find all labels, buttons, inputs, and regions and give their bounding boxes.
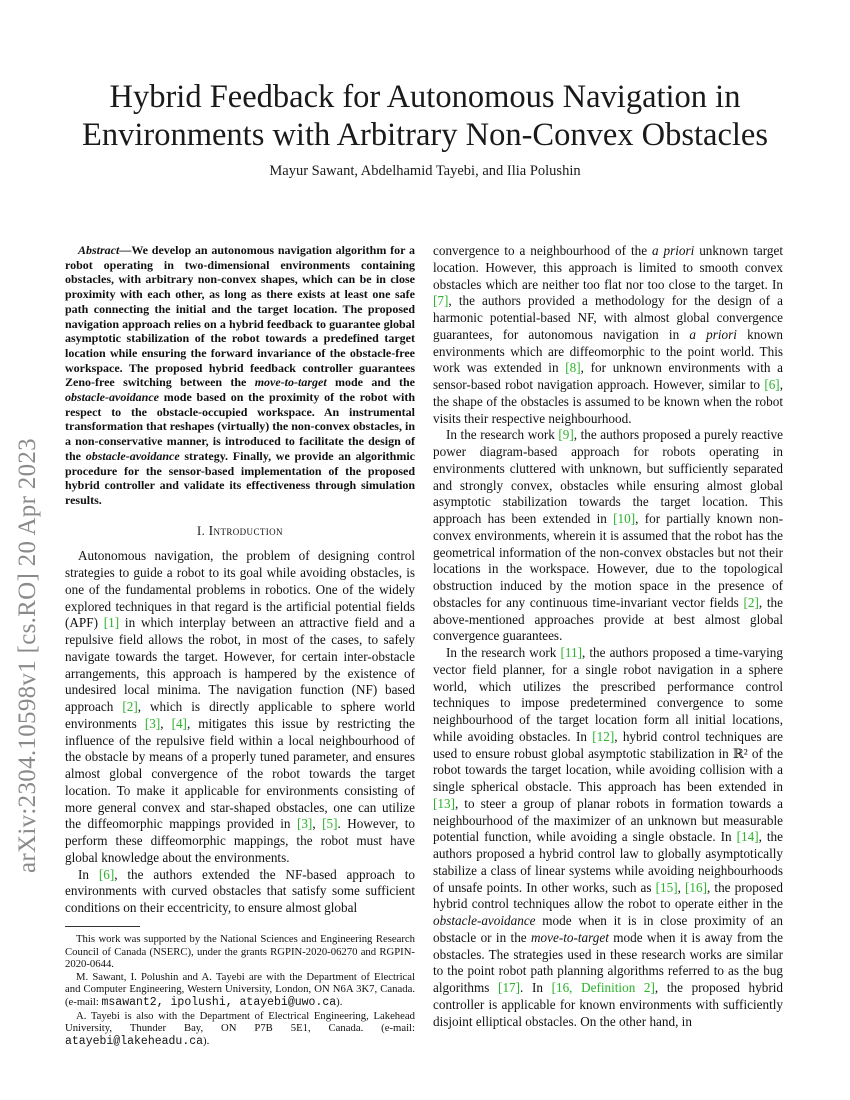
citation-link[interactable]: [16]	[685, 879, 708, 895]
citation-link[interactable]: [13]	[433, 795, 455, 811]
citation-link[interactable]: [10]	[613, 511, 636, 526]
footnote-funding: This work was supported by the National Sciences and Engineering Research Council of Canada (NSERC), under the grants RGPIN-2020-06270 and RGPIN-2020-0644.	[65, 933, 415, 971]
paper-title	[60, 78, 790, 154]
citation-link[interactable]: [4]	[171, 715, 187, 731]
citation-link[interactable]: [14]	[736, 829, 759, 845]
citation-link[interactable]: [5]	[322, 816, 338, 832]
citation-link[interactable]: [6]	[764, 377, 780, 392]
citation-link[interactable]: [1]	[103, 615, 120, 631]
right-paragraph-2: In the research work [9], the authors proposed a purely reactive power diagram-based approach for robots operating in environments cluttered with unknown, but sufficiently separated and strongly convex, obstacles while ensuring almost global asymptotic stabilization towards the target location. This approach has been extended in [10], for partially known non-convex environments, wherein it is assumed that the robot has the geometrical information of the non-convex obstacles but not their locations in the workspace. However, due to the topological obstruction induced by the motion space in the presence of obstacles for any continuous time-invariant vector fields [2], the above-mentioned approaches provide at best almost global convergence guarantees.	[433, 427, 783, 644]
section-heading-introduction: I. Introduction	[197, 522, 283, 538]
footnote-rule	[65, 926, 140, 927]
author-list: Mayur Sawant, Abdelhamid Tayebi, and Ilia Polushin	[269, 163, 581, 179]
email-text: msawant2, ipolushi, atayebi@uwo.ca	[101, 995, 337, 1009]
arxiv-stamp: arXiv:2304.10598v1 [cs.RO] 20 Apr 2023	[14, 438, 41, 873]
email-text: atayebi@lakeheadu.ca	[65, 1034, 204, 1048]
footnote-affiliation-1: M. Sawant, I. Polushin and A. Tayebi are with the Department of Electrical and Computer Engineering, Western University, London, ON N6A 3K7, Canada. (e-mail: msawant2, ipolushi, atayebi@uwo.ca).	[65, 970, 415, 1009]
footnotes	[65, 933, 415, 1048]
right-column	[433, 243, 783, 1030]
citation-link[interactable]: [3]	[296, 816, 313, 832]
citation-link[interactable]: [17]	[498, 980, 521, 995]
citation-link[interactable]: [16, Definition 2]	[551, 980, 655, 995]
footnote-affiliation-2: A. Tayebi is also with the Department of Electrical Engineering, Lakehead University, Thunder Bay, ON P7B 5E1, Canada. (e-mail: atayebi@lakeheadu.ca).	[65, 1009, 415, 1048]
citation-link[interactable]: [7]	[433, 293, 449, 309]
citation-link[interactable]: [2]	[122, 699, 138, 715]
citation-link[interactable]: [8]	[565, 360, 581, 376]
title-line-2: Environments with Arbitrary Non-Convex Obstacles	[82, 117, 768, 153]
title-line-1: Hybrid Feedback for Autonomous Navigation in	[109, 79, 741, 115]
citation-link[interactable]: [12]	[592, 728, 615, 744]
citation-link[interactable]: [6]	[98, 866, 115, 882]
left-column	[65, 243, 415, 917]
citation-link[interactable]: [3]	[144, 715, 161, 731]
abstract: Abstract—We develop an autonomous navigation algorithm for a robot operating in two-dimensional environments containing obstacles, with arbitrary non-convex shapes, which can be in close proximity with each other, as long as there exists at least one safe path connecting the initial and the target location. The proposed navigation approach relies on a hybrid feedback to guarantee global asymptotic stabilization of the robot towards a predefined target location while ensuring the forward invariance of the obstacle-free workspace. The proposed hybrid feedback controller guarantees Zeno-free switching between the move-to-target mode and the obstacle-avoidance mode based on the proximity of the robot with respect to the obstacle-occupied workspace. An instrumental transformation that reshapes (virtually) the non-convex obstacles, in a non-conservative manner, is introduced to facilitate the design of the obstacle-avoidance strategy. Finally, we provide an algorithmic procedure for the sensor-based implementation of the proposed hybrid controller and validate its effectiveness through simulation results.	[65, 243, 415, 507]
citation-link[interactable]: [9]	[558, 427, 574, 443]
math-r2: ℝ²	[732, 745, 748, 761]
abstract-label: Abstract	[78, 243, 120, 257]
right-paragraph-1: convergence to a neighbourhood of the a priori unknown target location. However, this approach is limited to smooth convex obstacles which are neither too flat nor too close to the target. In [7], the authors provided a methodology for the design of a harmonic potential-based NF, with almost global convergence guarantees, for autonomous navigation in a priori known environments which are diffeomorphic to the point world. This work was extended in [8], for unknown environments with a sensor-based robot navigation approach. However, similar to [6], the shape of the obstacles is assumed to be known when the robot visits their respective neighbourhood.	[433, 243, 784, 426]
citation-link[interactable]: [11]	[560, 645, 582, 660]
intro-paragraph-2: In [6], the authors extended the NF-based approach to environments with curved obstacles that satisfy some sufficient conditions on their eccentricity, to ensure almost global	[65, 866, 415, 916]
citation-link[interactable]: [2]	[743, 594, 759, 610]
intro-paragraph-1: Autonomous navigation, the problem of designing control strategies to guide a robot to its goal while avoiding obstacles, is one of the fundamental problems in robotics. One of the widely explored techniques in that regard is the artificial potential fields (APF) [1] in which interplay between an attractive field and a repulsive field allows the robot, in most of the cases, to safely navigate towards the target. However, for certain inter-obstacle arrangements, this approach is hampered by the existence of undesired local minima. The navigation function (NF) based approach [2], which is directly applicable to sphere world environments [3], [4], mitigates this issue by restricting the influence of the repulsive field within a local neighbourhood of the obstacle by means of a properly tuned parameter, and ensures almost global convergence of the robot towards the target location. To make it applicable for environments consisting of more general convex and star-shaped obstacles, one can utilize the diffeomorphic mappings provided in [3], [5]. However, to perform these diffeomorphic mappings, the robot must have global knowledge about the environments.	[65, 548, 416, 865]
citation-link[interactable]: [15]	[655, 879, 678, 895]
right-paragraph-3: In the research work [11], the authors proposed a time-varying vector field planner, for a single robot navigation in a sphere world, which utilizes the prescribed performance control techniques to impose predetermined convergence to some neighbourhood of the target location form all initial locations, while avoiding obstacles. In [12], hybrid control techniques are used to ensure robust global asymptotic stabilization in ℝ² of the robot towards the target location, while avoiding collision with a single spherical obstacle. This approach has been extended in [13], to steer a group of planar robots in formation towards a neighbourhood of the maximizer of an unknown but measurable potential function, while avoiding a single obstacle. In [14], the authors proposed a hybrid control law to globally asymptotically stabilize a class of linear systems while avoiding neighbourhoods of unsafe points. In other works, such as [15], [16], the proposed hybrid control techniques allow the robot to operate either in the obstacle-avoidance mode when it is in close proximity of an obstacle or in the move-to-target mode when it is away from the obstacles. The strategies used in these research works are similar to the point robot path planning algorithms referred to as the bug algorithms [17]. In [16, Definition 2], the proposed hybrid controller is applicable for known environments with sufficiently disjoint elliptical obstacles. On the other hand, in	[433, 645, 783, 1029]
